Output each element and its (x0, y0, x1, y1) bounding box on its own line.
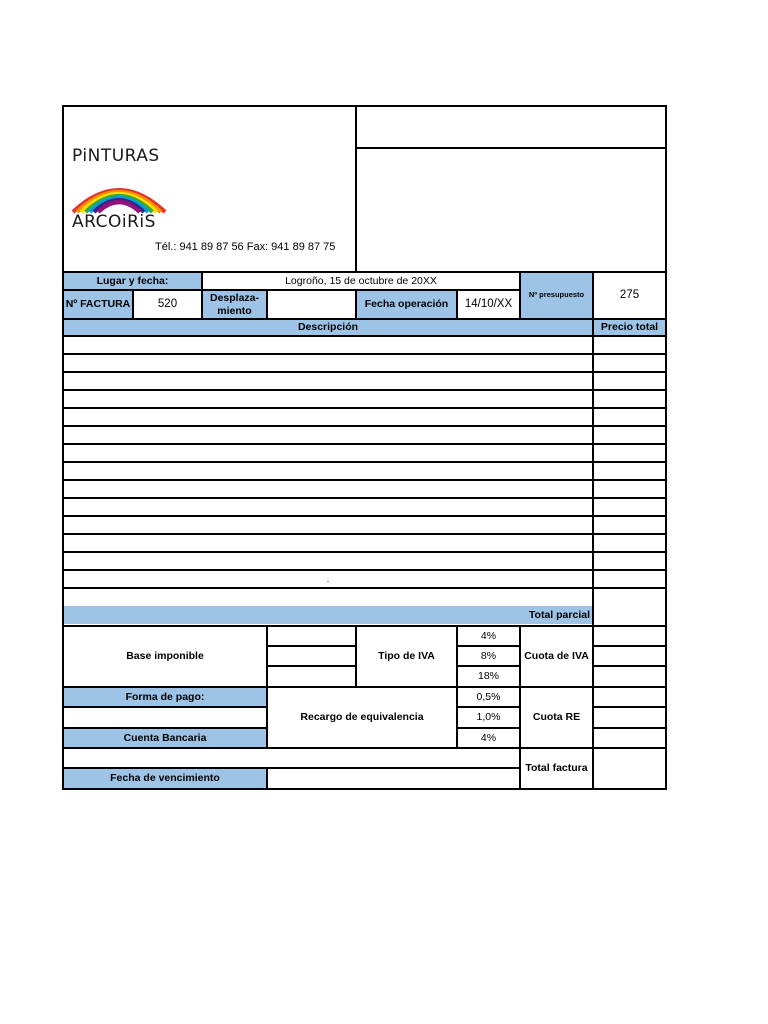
item-description-cell[interactable] (64, 553, 592, 569)
re-rate-2: 1,0% (476, 711, 501, 724)
item-price-cell[interactable] (594, 373, 665, 389)
re-rate-1: 0,5% (476, 690, 501, 703)
item-price-cell[interactable] (594, 517, 665, 533)
row-divider (62, 587, 667, 589)
place-date-label: Lugar y fecha: (64, 273, 201, 290)
operation-date-value: 14/10/XX (464, 297, 513, 310)
item-description-cell[interactable] (64, 409, 592, 425)
budget-no-value: 275 (619, 288, 640, 301)
item-price-cell[interactable] (594, 391, 665, 407)
vat-rate-2: 8% (480, 649, 497, 662)
company-name-line1: PiNTURAS (72, 146, 160, 166)
item-price-cell[interactable] (594, 355, 665, 371)
item-price-cell[interactable] (594, 481, 665, 497)
bank-account-value[interactable] (64, 749, 519, 767)
tax-base-label: Base imponible (126, 650, 204, 663)
due-date-label: Fecha de vencimiento (64, 769, 266, 788)
displacement-label: Desplaza- miento (203, 291, 266, 318)
vat-type-label: Tipo de IVA (378, 650, 435, 663)
description-header: Descripción (64, 320, 592, 335)
item-price-cell[interactable] (594, 535, 665, 551)
item-description-cell[interactable] (64, 355, 592, 371)
re-quota-label: Cuota RE (532, 711, 581, 724)
price-header: Precio total (594, 320, 665, 335)
bank-account-label: Cuenta Bancaria (64, 729, 266, 747)
invoice-no-value: 520 (157, 297, 178, 310)
item-description-cell[interactable] (64, 337, 592, 353)
vat-rate-3: 18% (477, 670, 499, 683)
equivalence-surcharge-label: Recargo de equivalencia (300, 711, 424, 724)
item-description-cell[interactable] (64, 463, 592, 479)
item-description-cell[interactable] (64, 535, 592, 551)
item-price-cell[interactable] (594, 571, 665, 587)
invoice-total-label: Total factura (525, 762, 588, 775)
rainbow-logo-icon (68, 164, 170, 214)
item-description-cell[interactable] (64, 373, 592, 389)
due-date-value[interactable] (268, 769, 519, 788)
item-price-cell[interactable] (594, 445, 665, 461)
vat-quota-label: Cuota de IVA (524, 650, 589, 663)
place-date-value: Logroño, 15 de octubre de 20XX (285, 275, 437, 288)
item-description-cell[interactable] (64, 445, 592, 461)
partial-total-label: Total parcial (64, 606, 592, 624)
item-description-cell[interactable]: . (326, 573, 330, 584)
item-description-cell[interactable] (64, 391, 592, 407)
item-description-cell[interactable] (64, 427, 592, 443)
item-price-cell[interactable] (594, 499, 665, 515)
item-price-cell[interactable] (594, 337, 665, 353)
item-price-cell[interactable] (594, 463, 665, 479)
company-contact: Tél.: 941 89 87 56 Fax: 941 89 87 75 (155, 241, 336, 253)
item-price-cell[interactable] (594, 427, 665, 443)
payment-method-value[interactable] (64, 708, 266, 727)
item-description-cell[interactable] (64, 481, 592, 497)
payment-method-label: Forma de pago: (64, 688, 266, 706)
budget-no-label: Nº presupuesto (521, 273, 592, 318)
item-description-cell[interactable] (64, 499, 592, 515)
displacement-value (268, 291, 355, 318)
operation-date-label: Fecha operación (357, 291, 456, 318)
item-price-cell[interactable] (594, 553, 665, 569)
company-name-line2: ARCOiRiS (72, 212, 156, 232)
vat-rate-1: 4% (480, 629, 497, 642)
invoice-total-value[interactable] (594, 749, 665, 788)
item-price-cell[interactable] (594, 409, 665, 425)
item-description-cell[interactable] (64, 517, 592, 533)
invoice-no-label: Nº FACTURA (64, 291, 132, 318)
re-rate-3: 4% (480, 731, 497, 744)
